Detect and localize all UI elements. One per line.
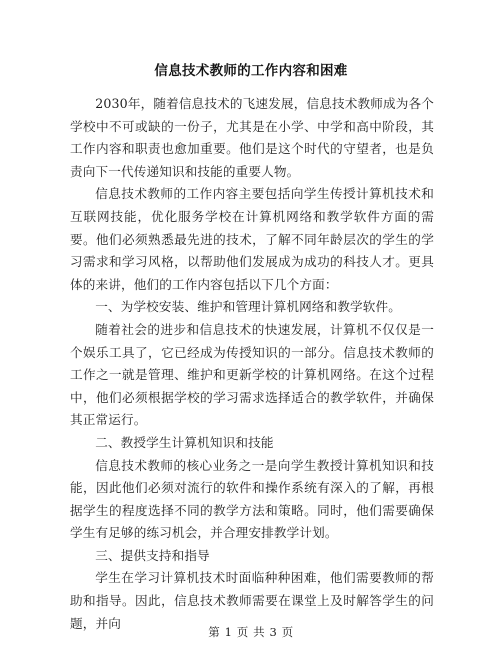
section-heading-2: 二、教授学生计算机知识和技能: [95, 434, 274, 450]
section-heading-3: 三、提供支持和指导: [95, 547, 210, 563]
paragraph-teaching: 信息技术教师的核心业务之一是向学生教授计算机知识和技能，因此他们必须对流行的软件和操作系统有深入的了解，再根据学生的程度选择不同的教学方法和策略。同时，他们需要确保学生有足够的练习机会，并合理安排教学计划。: [70, 457, 434, 541]
section-heading-1: 一、为学校安装、维护和管理计算机网络和教学软件。: [95, 299, 402, 315]
paragraph-work-content: 信息技术教师的工作内容主要包括向学生传授计算机技术和互联网技能，优化服务学校在计算机网络和教学软件方面的需要。他们必须熟悉最先进的技术，了解不同年龄层次的学生的学习需求和学习风格，以帮助他们发展成为成功的科技人才。更具体的来讲，他们的工作内容包括以下几个方面：: [70, 186, 434, 292]
paragraph-intro: 2030年，随着信息技术的飞速发展，信息技术教师成为各个学校中不可或缺的一份子，尤其是在小学、中学和高中阶段，其工作内容和职责也愈加重要。他们是这个时代的守望者，也是负责向下一代传递知识和技能的重要人物。: [70, 96, 434, 179]
page-number-footer: 第 1 页 共 3 页: [208, 625, 294, 639]
document-title: 信息技术教师的工作内容和困难: [154, 63, 348, 79]
document-body: [70, 93, 434, 635]
paragraph-network: 随着社会的进步和信息技术的快速发展，计算机不仅仅是一个娱乐工具了，它已经成为传授知识的一部分。信息技术教师的工作之一就是管理、维护和更新学校的计算机网络。在这个过程中，他们必须根据学校的学习需求选择适合的教学软件，并确保其正常运行。: [70, 321, 434, 428]
paragraph-support: 学生在学习计算机技术时面临种种困难，他们需要教师的帮助和指导。因此，信息技术教师需要在课堂上及时解答学生的问题，并向: [70, 570, 434, 631]
